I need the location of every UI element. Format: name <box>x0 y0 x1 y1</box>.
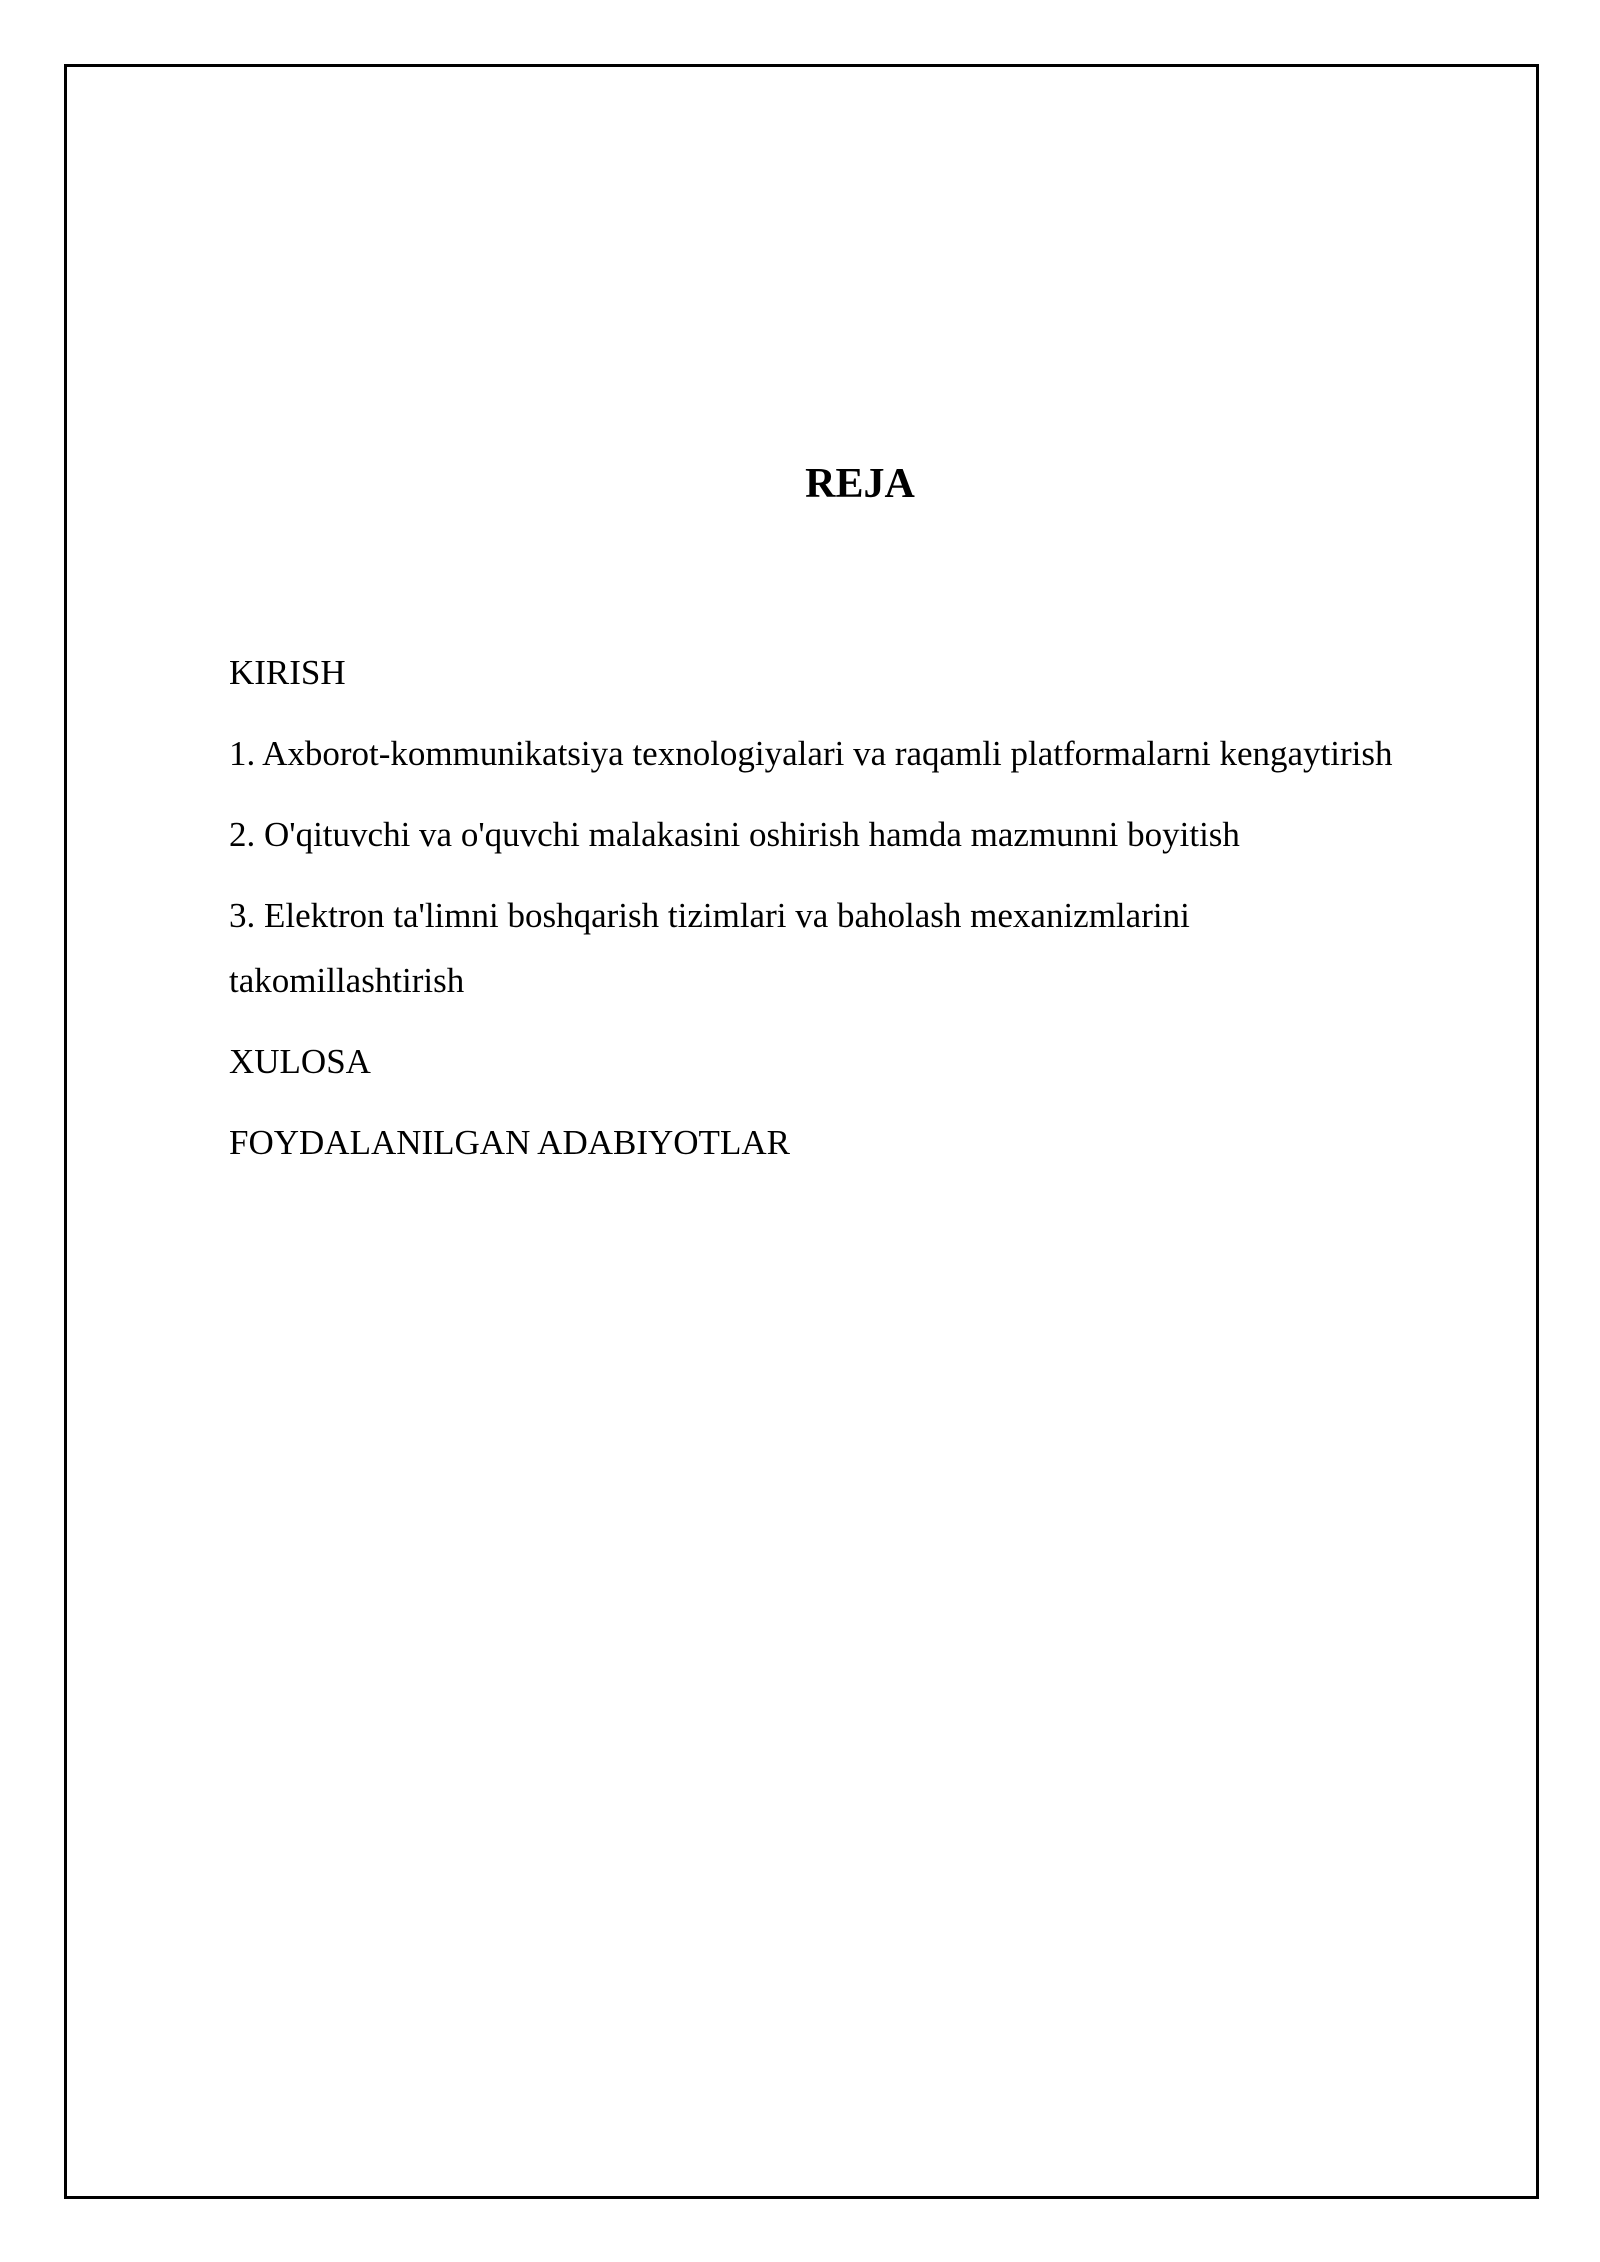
page-title: REJA <box>805 461 915 507</box>
toc-item-references: FOYDALANILGAN ADABIYOTLAR <box>229 1123 790 1162</box>
toc-item-introduction: KIRISH <box>229 653 346 692</box>
toc-item-conclusion: XULOSA <box>229 1042 371 1081</box>
table-of-contents <box>229 640 1509 1191</box>
toc-item-3: 3. Elektron ta'limni boshqarish tizimlari va baholash mexanizmlarini takomillashtirish <box>229 896 1190 1000</box>
toc-item-1: 1. Axborot-kommunikatsiya texnologiyalari va raqamli platformalarni kengaytirish <box>229 734 1393 773</box>
toc-item-2: 2. O'qituvchi va o'quvchi malakasini oshirish hamda mazmunni boyitish <box>229 815 1240 854</box>
